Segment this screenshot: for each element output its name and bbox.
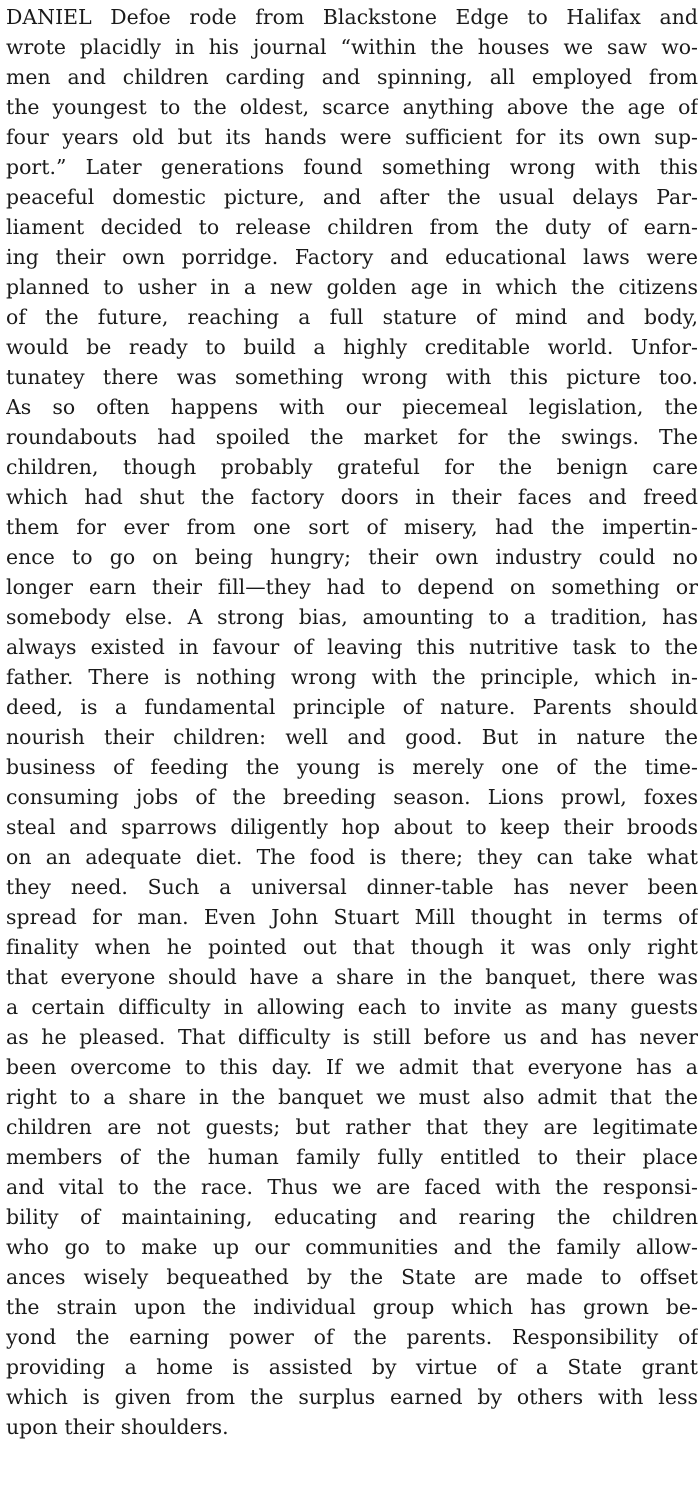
text-line: the strain upon the individual group which has grown be- [6, 1295, 698, 1319]
text-line: nourish their children: well and good. But in nature the [6, 725, 698, 749]
text-line: steal and sparrows diligently hop about to keep their broods [6, 815, 698, 839]
text-line: the youngest to the oldest, scarce anything above the age of [6, 95, 698, 119]
text-line: spread for man. Even John Stuart Mill thought in terms of [6, 905, 698, 929]
text-line: been overcome to this day. If we admit that everyone has a [6, 1055, 698, 1079]
text-line: somebody else. A strong bias, amounting to a tradition, has [6, 605, 698, 629]
text-line: a certain difficulty in allowing each to invite as many guests [6, 995, 698, 1019]
text-line: children are not guests; but rather that they are legitimate [6, 1115, 698, 1139]
text-line: on an adequate diet. The food is there; they can take what [6, 845, 698, 869]
text-line: four years old but its hands were sufficient for its own sup- [6, 125, 698, 149]
article-body [6, 2, 698, 1442]
text-line: that everyone should have a share in the banquet, there was [6, 965, 698, 989]
text-line: which is given from the surplus earned by others with less [6, 1385, 698, 1409]
text-line: consuming jobs of the breeding season. Lions prowl, foxes [6, 785, 698, 809]
text-line: ence to go on being hungry; their own industry could no [6, 545, 698, 569]
text-line: longer earn their fill—they had to depend on something or [6, 575, 698, 599]
text-line: they need. Such a universal dinner-table has never been [6, 875, 698, 899]
text-line: peaceful domestic picture, and after the usual delays Par- [6, 185, 698, 209]
text-line: ing their own porridge. Factory and educational laws were [6, 245, 698, 269]
text-line-last: upon their shoulders. [6, 1415, 229, 1439]
text-line: DANIEL Defoe rode from Blackstone Edge to Halifax and [6, 5, 698, 29]
text-line: and vital to the race. Thus we are faced with the responsi- [6, 1175, 698, 1199]
text-line: business of feeding the young is merely one of the time- [6, 755, 698, 779]
text-line: roundabouts had spoiled the market for the swings. The [6, 425, 698, 449]
text-line: as he pleased. That difficulty is still before us and has never [6, 1025, 698, 1049]
text-line: providing a home is assisted by virtue of a State grant [6, 1355, 698, 1379]
text-line: tunatey there was something wrong with this picture too. [6, 365, 698, 389]
text-line: As so often happens with our piecemeal legislation, the [6, 395, 698, 419]
text-line: members of the human family fully entitled to their place [6, 1145, 698, 1169]
text-line: planned to usher in a new golden age in which the citizens [6, 275, 698, 299]
text-line: deed, is a fundamental principle of nature. Parents should [6, 695, 698, 719]
text-line: them for ever from one sort of misery, had the impertin- [6, 515, 698, 539]
text-line: bility of maintaining, educating and rearing the children [6, 1205, 698, 1229]
text-line: wrote placidly in his journal “within the houses we saw wo- [6, 35, 698, 59]
text-line: father. There is nothing wrong with the principle, which in- [6, 665, 698, 689]
text-line: of the future, reaching a full stature of mind and body, [6, 305, 698, 329]
text-line: yond the earning power of the parents. Responsibility of [6, 1325, 698, 1349]
text-line: who go to make up our communities and the family allow- [6, 1235, 698, 1259]
text-line: right to a share in the banquet we must also admit that the [6, 1085, 698, 1109]
text-line: ances wisely bequeathed by the State are made to offset [6, 1265, 698, 1289]
text-line: finality when he pointed out that though it was only right [6, 935, 698, 959]
text-line: always existed in favour of leaving this nutritive task to the [6, 635, 698, 659]
text-line: liament decided to release children from the duty of earn- [6, 215, 698, 239]
text-line: which had shut the factory doors in their faces and freed [6, 485, 698, 509]
text-line: men and children carding and spinning, all employed from [6, 65, 698, 89]
text-line: would be ready to build a highly creditable world. Unfor- [6, 335, 698, 359]
text-line: port.” Later generations found something wrong with this [6, 155, 698, 179]
text-line: children, though probably grateful for the benign care [6, 455, 698, 479]
